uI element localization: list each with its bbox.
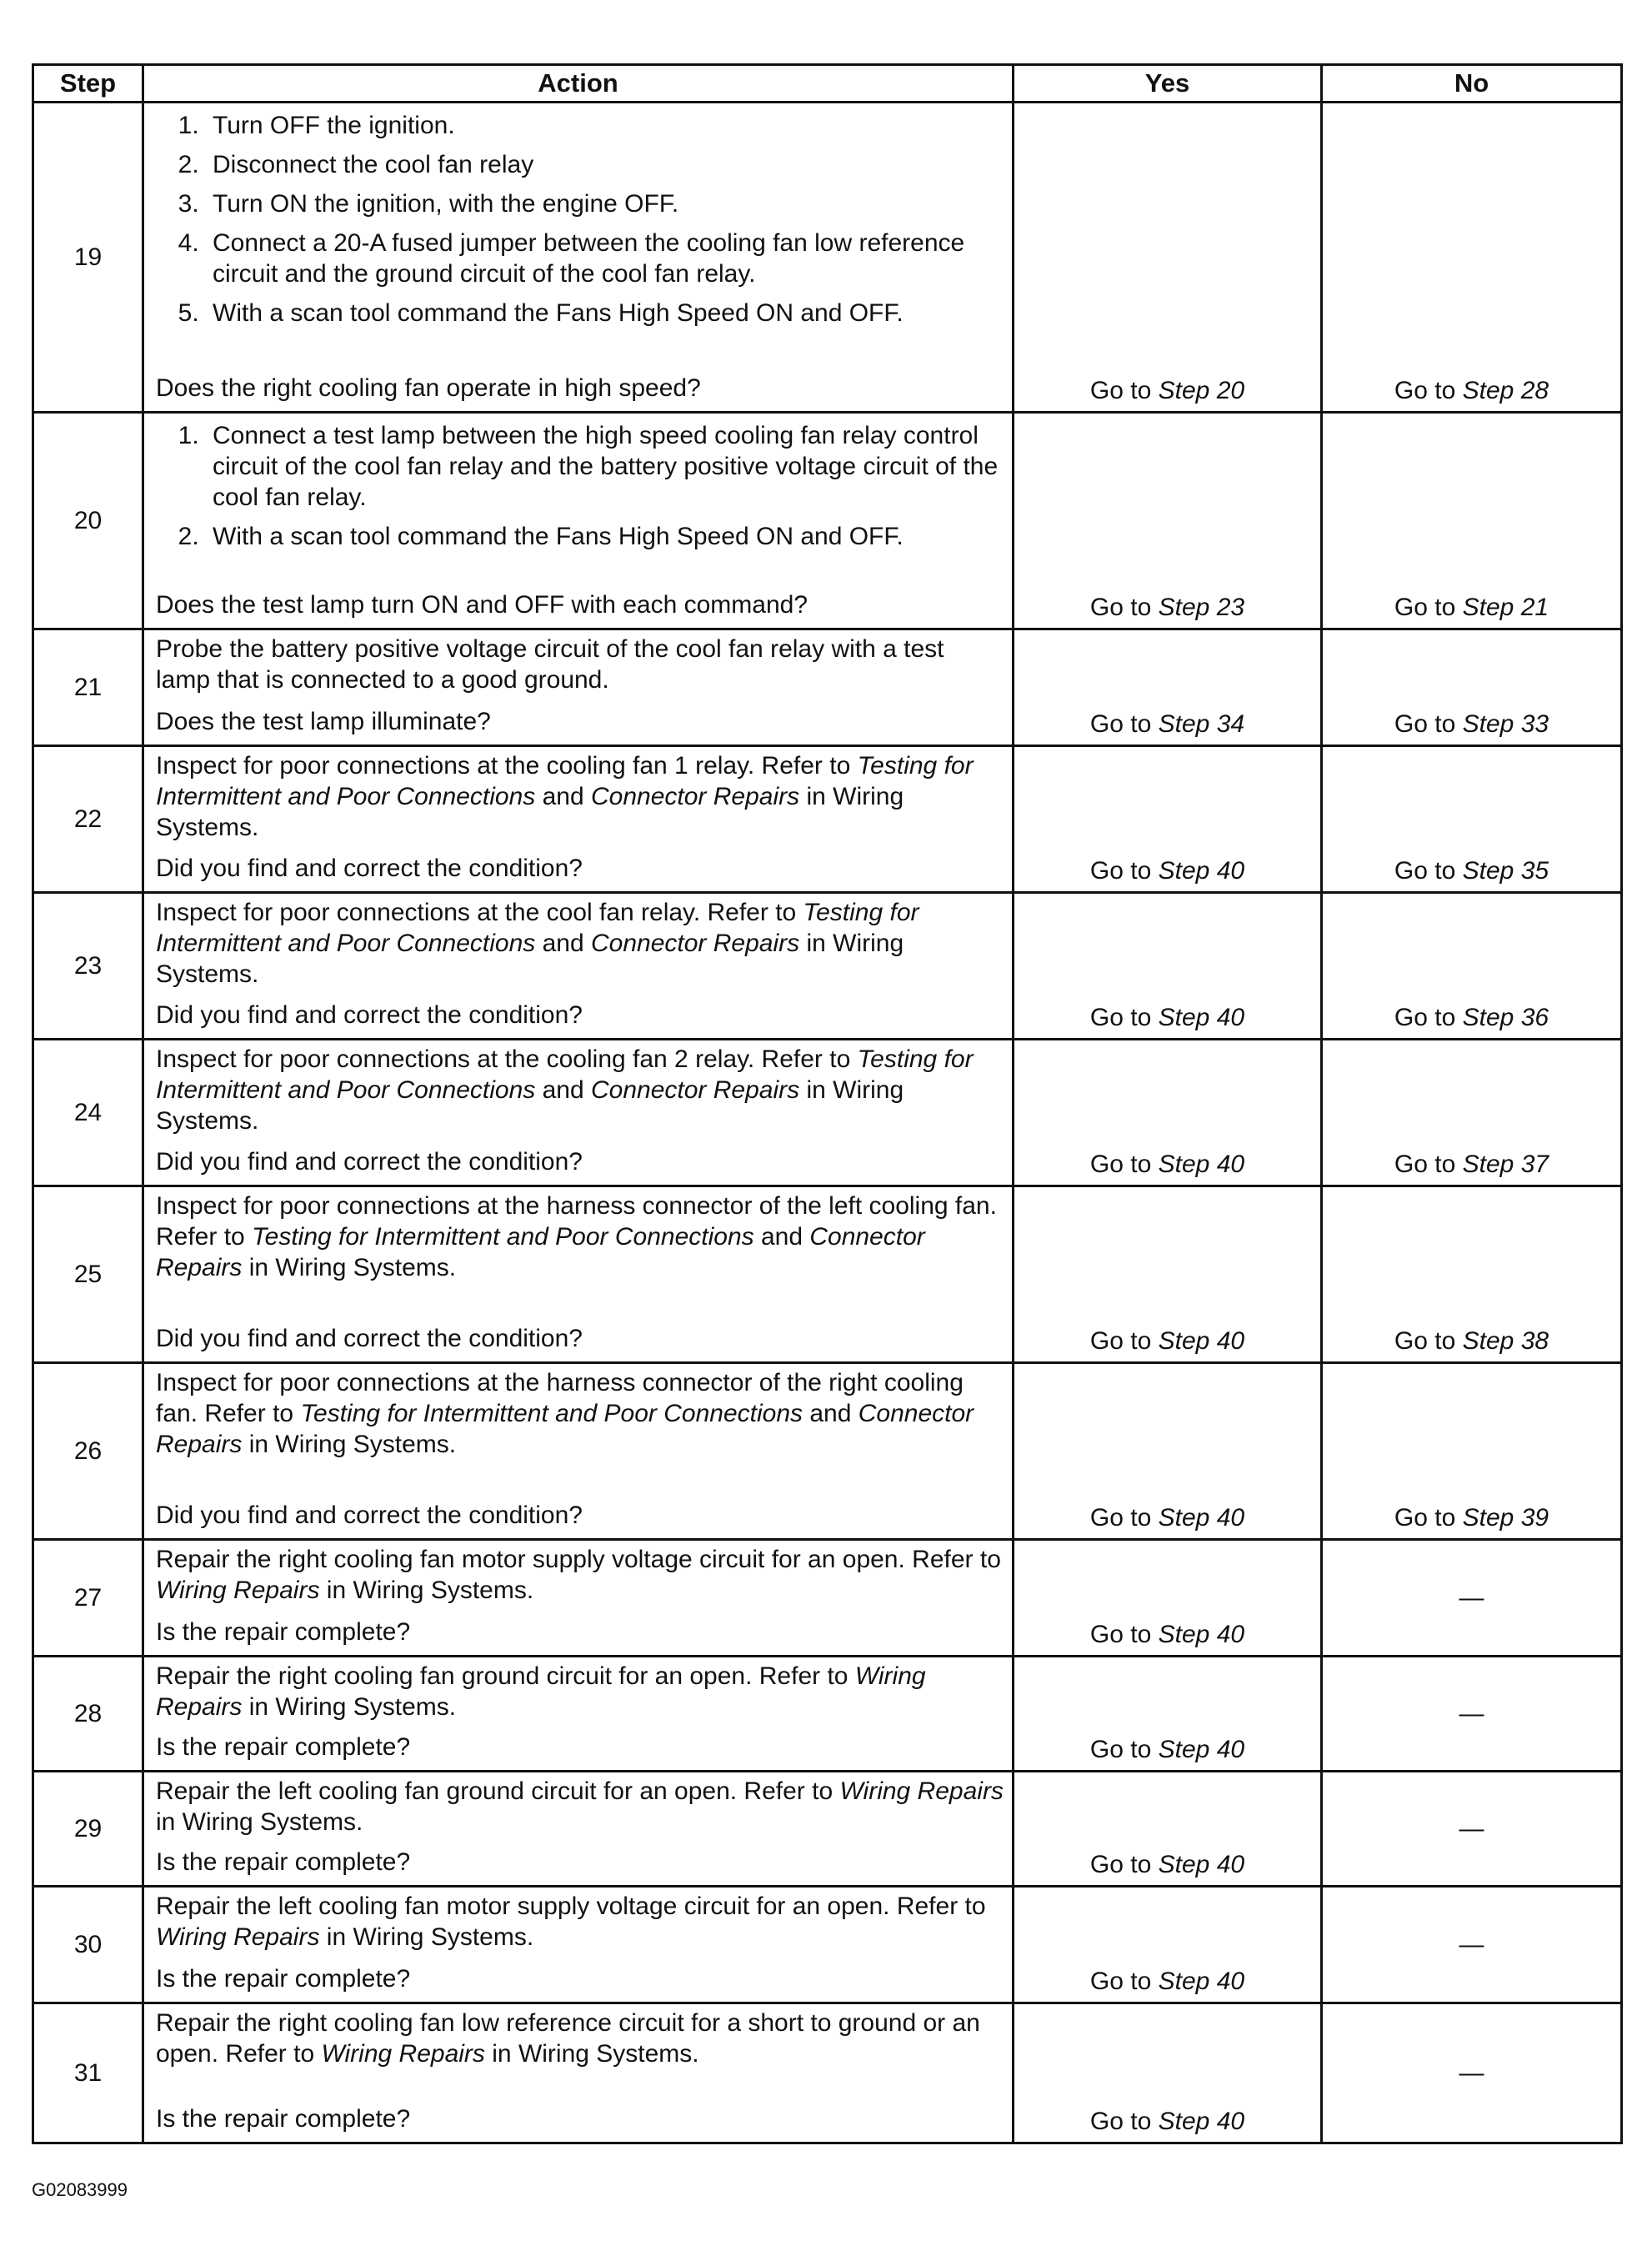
table-row: [33, 103, 1622, 413]
step-reference: Step 40: [1158, 1004, 1245, 1031]
action-content: [156, 1044, 1004, 1177]
yes-result: [1014, 1540, 1322, 1657]
not-applicable-dash: —: [1459, 1931, 1484, 1958]
instruction-text: Inspect for poor connections at the harness connector of the left cooling fan. Refer to: [156, 1192, 997, 1251]
instruction-text: and: [753, 1223, 810, 1251]
action-content: [156, 1776, 1004, 1878]
go-to-label: Go to: [1394, 1327, 1456, 1355]
action-instruction: [156, 1544, 1004, 1606]
action-instruction: [156, 1776, 1004, 1837]
action-content: [156, 1891, 1004, 1994]
not-applicable-dash: —: [1459, 1584, 1484, 1612]
action-cell: [143, 629, 1014, 746]
yes-result: [1014, 893, 1322, 1040]
yes-result: [1014, 1186, 1322, 1363]
header-action: Action: [143, 65, 1014, 103]
table-row: [33, 1363, 1622, 1540]
table-row: [33, 1540, 1622, 1657]
step-number: 27: [33, 1540, 143, 1657]
instruction-text: in Wiring Systems.: [319, 1923, 534, 1951]
step-reference: Step 40: [1158, 1504, 1245, 1532]
no-result: [1322, 2003, 1622, 2143]
reference-title: Testing for Intermittent and Poor Connections: [156, 1045, 974, 1104]
no-result: [1322, 1186, 1622, 1363]
action-content: [156, 634, 1004, 737]
action-cell: [143, 1657, 1014, 1772]
yes-result: [1014, 413, 1322, 629]
table-row: [33, 1186, 1622, 1363]
reference-title: Connector Repairs: [591, 1076, 800, 1104]
yes-result: [1014, 746, 1322, 893]
action-cell: [143, 1887, 1014, 2003]
instruction-text: and: [535, 783, 591, 810]
go-to-label: Go to: [1394, 857, 1456, 885]
diagnostic-table-sheet: [32, 63, 1620, 2144]
action-cell: [143, 413, 1014, 629]
step-reference: Step 21: [1462, 594, 1549, 621]
reference-title: Connector Repairs: [156, 1223, 925, 1281]
step-reference: Step 40: [1158, 1621, 1245, 1648]
action-step-item: 1. Turn OFF the ignition.: [206, 110, 1004, 141]
action-step-item: 2. Disconnect the cool fan relay: [206, 149, 1004, 180]
action-cell: [143, 1040, 1014, 1186]
go-to-label: Go to: [1089, 2108, 1152, 2135]
action-question: Does the test lamp illuminate?: [156, 708, 491, 735]
step-number: 25: [33, 1186, 143, 1363]
instruction-text: Repair the right cooling fan ground circuit for an open. Refer to: [156, 1662, 855, 1690]
action-cell: [143, 103, 1014, 413]
instruction-text: Repair the left cooling fan motor supply voltage circuit for an open. Refer to: [156, 1893, 986, 1920]
instruction-text: Inspect for poor connections at the cooling fan 2 relay. Refer to: [156, 1045, 858, 1073]
step-reference: Step 40: [1158, 1327, 1245, 1355]
step-number: 23: [33, 893, 143, 1040]
action-question: Did you find and correct the condition?: [156, 1502, 583, 1529]
not-applicable-dash: —: [1459, 1815, 1484, 1842]
instruction-text: Inspect for poor connections at the cool fan relay. Refer to: [156, 899, 803, 926]
go-to-label: Go to: [1089, 1736, 1152, 1763]
diagnostic-table: [32, 63, 1623, 2144]
no-result: [1322, 893, 1622, 1040]
reference-title: Testing for Intermittent and Poor Connections: [156, 899, 919, 957]
instruction-text: Probe the battery positive voltage circuit of the cool fan relay with a test lamp that is connected to a good ground.: [156, 635, 944, 694]
action-cell: [143, 2003, 1014, 2143]
go-to-label: Go to: [1394, 377, 1456, 404]
table-row: [33, 2003, 1622, 2143]
action-step-item: 5. With a scan tool command the Fans High Speed ON and OFF.: [206, 298, 1004, 328]
reference-title: Testing for Intermittent and Poor Connections: [300, 1400, 803, 1427]
header-no: No: [1322, 65, 1622, 103]
instruction-text: in Wiring Systems.: [156, 1076, 904, 1135]
go-to-label: Go to: [1089, 857, 1152, 885]
no-result: [1322, 103, 1622, 413]
instruction-text: Repair the right cooling fan low reference circuit for a short to ground or an open. Refer to: [156, 2009, 980, 2068]
step-number: 30: [33, 1887, 143, 2003]
step-reference: Step 40: [1158, 1736, 1245, 1763]
step-reference: Step 34: [1158, 710, 1245, 738]
step-reference: Step 39: [1462, 1504, 1549, 1532]
no-result: [1322, 413, 1622, 629]
action-question: Does the test lamp turn ON and OFF with each command?: [156, 591, 808, 619]
action-cell: [143, 746, 1014, 893]
not-applicable-dash: —: [1459, 2059, 1484, 2087]
go-to-label: Go to: [1089, 1004, 1152, 1031]
instruction-text: in Wiring Systems.: [242, 1693, 457, 1721]
action-content: [156, 1191, 1004, 1354]
instruction-text: in Wiring Systems.: [319, 1577, 534, 1604]
step-reference: Step 40: [1158, 857, 1245, 885]
instruction-text: in Wiring Systems.: [156, 1808, 363, 1836]
action-instruction: [156, 634, 1004, 695]
yes-result: [1014, 103, 1322, 413]
reference-title: Wiring Repairs: [321, 2040, 485, 2068]
action-instruction: [156, 1661, 1004, 1722]
go-to-label: Go to: [1394, 594, 1456, 621]
yes-result: [1014, 629, 1322, 746]
reference-title: Wiring Repairs: [156, 1923, 320, 1951]
instruction-text: Inspect for poor connections at the harness connector of the right cooling fan. Refer to: [156, 1369, 964, 1427]
table-row: [33, 1772, 1622, 1887]
header-yes: Yes: [1014, 65, 1322, 103]
go-to-label: Go to: [1089, 1851, 1152, 1878]
instruction-text: in Wiring Systems.: [156, 930, 904, 988]
action-question: Is the repair complete?: [156, 1618, 411, 1646]
instruction-text: and: [535, 930, 591, 957]
reference-title: Connector Repairs: [156, 1400, 974, 1458]
action-cell: [143, 1186, 1014, 1363]
action-cell: [143, 1772, 1014, 1887]
action-content: [156, 417, 1004, 620]
reference-title: Wiring Repairs: [156, 1577, 320, 1604]
no-result: [1322, 1040, 1622, 1186]
go-to-label: Go to: [1394, 710, 1456, 738]
action-content: [156, 897, 1004, 1030]
action-content: [156, 107, 1004, 404]
action-question: Did you find and correct the condition?: [156, 1148, 583, 1176]
step-reference: Step 23: [1158, 594, 1245, 621]
go-to-label: Go to: [1089, 1327, 1152, 1355]
go-to-label: Go to: [1394, 1504, 1456, 1532]
step-reference: Step 33: [1462, 710, 1549, 738]
go-to-label: Go to: [1089, 710, 1152, 738]
action-instruction: [156, 1044, 1004, 1136]
step-reference: Step 40: [1158, 1151, 1245, 1178]
reference-title: Testing for Intermittent and Poor Connections: [252, 1223, 754, 1251]
action-step-item: 3. Turn ON the ignition, with the engine OFF.: [206, 188, 1004, 219]
step-reference: Step 36: [1462, 1004, 1549, 1031]
action-steps-list: [156, 420, 1004, 560]
go-to-label: Go to: [1089, 1968, 1152, 1995]
not-applicable-dash: —: [1459, 1700, 1484, 1727]
action-content: [156, 750, 1004, 884]
yes-result: [1014, 1887, 1322, 2003]
action-instruction: [156, 1891, 1004, 1953]
go-to-label: Go to: [1089, 594, 1152, 621]
no-result: [1322, 1887, 1622, 2003]
instruction-text: and: [803, 1400, 859, 1427]
no-result: [1322, 1772, 1622, 1887]
instruction-text: and: [535, 1076, 591, 1104]
action-question: Did you find and correct the condition?: [156, 855, 583, 882]
table-row: [33, 1657, 1622, 1772]
step-reference: Step 35: [1462, 857, 1549, 885]
no-result: [1322, 629, 1622, 746]
step-number: 31: [33, 2003, 143, 2143]
no-result: [1322, 1363, 1622, 1540]
step-reference: Step 37: [1462, 1151, 1549, 1178]
go-to-label: Go to: [1089, 1621, 1152, 1648]
step-number: 29: [33, 1772, 143, 1887]
table-row: [33, 413, 1622, 629]
reference-title: Testing for Intermittent and Poor Connections: [156, 752, 974, 810]
step-number: 26: [33, 1363, 143, 1540]
table-body: [33, 103, 1622, 2143]
action-question: Is the repair complete?: [156, 1965, 411, 1993]
instruction-text: Repair the right cooling fan motor supply voltage circuit for an open. Refer to: [156, 1546, 1001, 1573]
action-content: [156, 1661, 1004, 1762]
action-question: Is the repair complete?: [156, 2105, 411, 2133]
step-number: 24: [33, 1040, 143, 1186]
reference-title: Connector Repairs: [591, 783, 800, 810]
action-content: [156, 2008, 1004, 2134]
go-to-label: Go to: [1394, 1004, 1456, 1031]
reference-title: Connector Repairs: [591, 930, 800, 957]
instruction-text: in Wiring Systems.: [484, 2040, 699, 2068]
action-cell: [143, 1540, 1014, 1657]
table-row: [33, 629, 1622, 746]
instruction-text: in Wiring Systems.: [156, 783, 904, 841]
step-reference: Step 20: [1158, 377, 1245, 404]
table-header-row: [33, 65, 1622, 103]
action-content: [156, 1367, 1004, 1531]
instruction-text: in Wiring Systems.: [242, 1431, 457, 1458]
instruction-text: Inspect for poor connections at the cooling fan 1 relay. Refer to: [156, 752, 858, 780]
yes-result: [1014, 1657, 1322, 1772]
action-cell: [143, 1363, 1014, 1540]
action-step-item: 1. Connect a test lamp between the high speed cooling fan relay control circuit of the cool fan relay and the battery positive voltage circuit of the cool fan relay.: [206, 420, 1004, 513]
instruction-text: Repair the left cooling fan ground circuit for an open. Refer to: [156, 1777, 840, 1805]
step-number: 28: [33, 1657, 143, 1772]
action-step-item: 2. With a scan tool command the Fans High Speed ON and OFF.: [206, 521, 1004, 552]
action-cell: [143, 893, 1014, 1040]
step-reference: Step 40: [1158, 2108, 1245, 2135]
figure-id: G02083999: [32, 2179, 128, 2200]
table-row: [33, 746, 1622, 893]
go-to-label: Go to: [1089, 1504, 1152, 1532]
step-reference: Step 38: [1462, 1327, 1549, 1355]
no-result: [1322, 1657, 1622, 1772]
action-steps-list: [156, 110, 1004, 337]
step-reference: Step 40: [1158, 1851, 1245, 1878]
yes-result: [1014, 2003, 1322, 2143]
action-instruction: [156, 1367, 1004, 1460]
action-question: Is the repair complete?: [156, 1848, 411, 1876]
action-step-item: 4. Connect a 20-A fused jumper between the cooling fan low reference circuit and the ground circuit of the cool fan relay.: [206, 228, 1004, 289]
no-result: [1322, 746, 1622, 893]
table-row: [33, 1887, 1622, 2003]
action-instruction: [156, 2008, 1004, 2069]
action-content: [156, 1544, 1004, 1647]
instruction-text: in Wiring Systems.: [242, 1254, 457, 1281]
go-to-label: Go to: [1089, 1151, 1152, 1178]
reference-title: Wiring Repairs: [156, 1662, 926, 1721]
go-to-label: Go to: [1394, 1151, 1456, 1178]
reference-title: Wiring Repairs: [839, 1777, 1004, 1805]
action-instruction: [156, 897, 1004, 990]
step-reference: Step 28: [1462, 377, 1549, 404]
action-question: Is the repair complete?: [156, 1733, 411, 1761]
table-row: [33, 1040, 1622, 1186]
table-row: [33, 893, 1622, 1040]
go-to-label: Go to: [1089, 377, 1152, 404]
step-number: 20: [33, 413, 143, 629]
step-number: 22: [33, 746, 143, 893]
action-question: Does the right cooling fan operate in high speed?: [156, 374, 701, 402]
action-instruction: [156, 750, 1004, 843]
yes-result: [1014, 1363, 1322, 1540]
yes-result: [1014, 1040, 1322, 1186]
action-question: Did you find and correct the condition?: [156, 1325, 583, 1352]
step-number: 21: [33, 629, 143, 746]
step-number: 19: [33, 103, 143, 413]
step-reference: Step 40: [1158, 1968, 1245, 1995]
action-instruction: [156, 1191, 1004, 1283]
yes-result: [1014, 1772, 1322, 1887]
header-step: Step: [33, 65, 143, 103]
action-question: Did you find and correct the condition?: [156, 1001, 583, 1029]
no-result: [1322, 1540, 1622, 1657]
